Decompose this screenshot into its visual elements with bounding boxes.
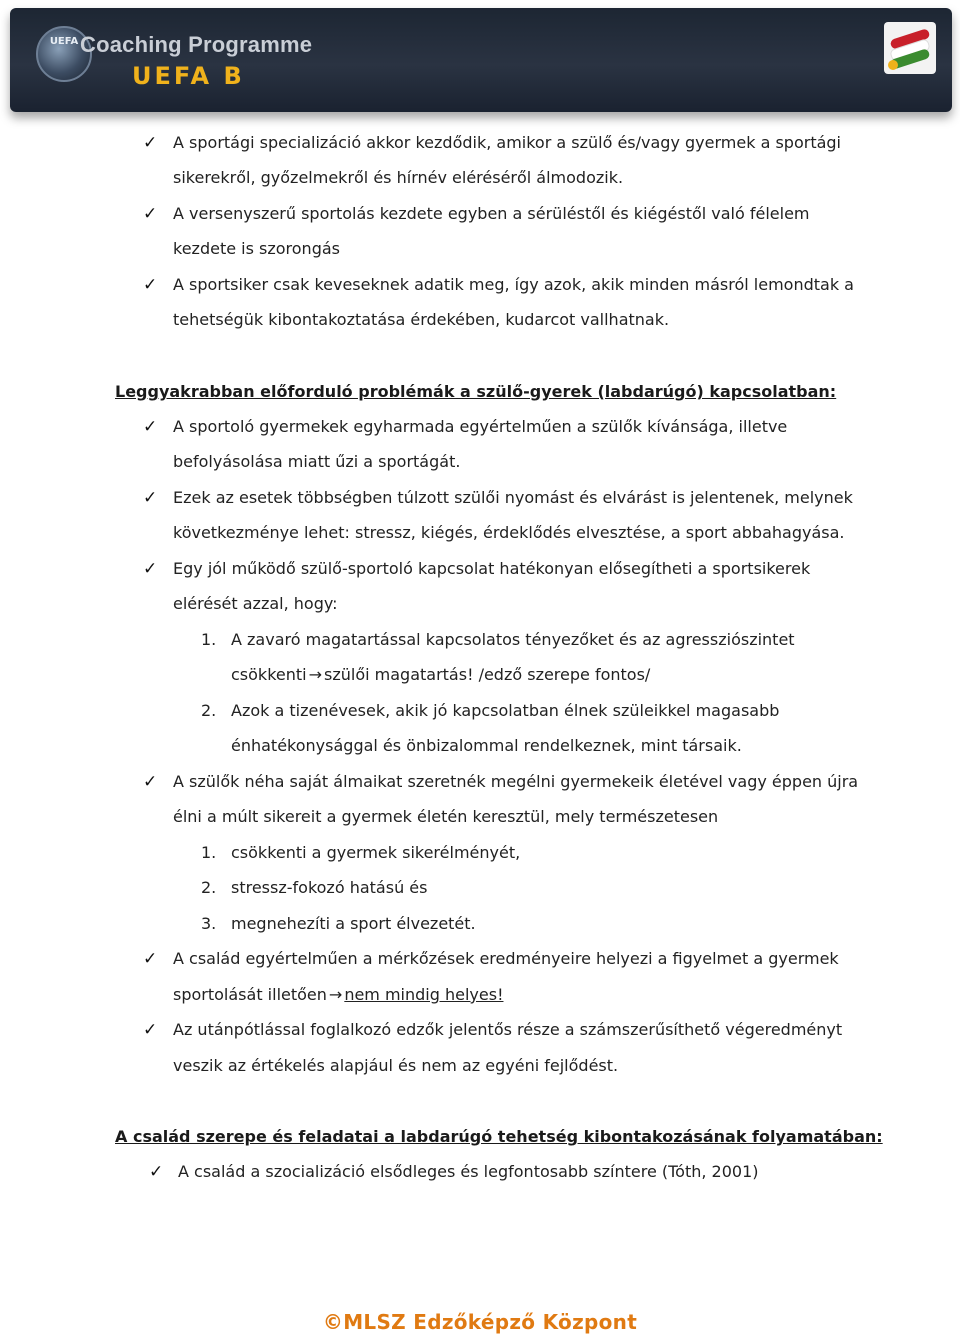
bullet-text: Egy jól működő szülő-sportoló kapcsolat hatékonyan elősegítheti a sportsikerek <box>173 559 811 578</box>
bullet-text: élni a múlt sikereit a gyermek életén keresztül, mely természetesen <box>173 807 719 826</box>
bullet-text: A sportági specializáció akkor kezdődik, amikor a szülő és/vagy gyermek a sportági <box>173 133 841 152</box>
bullet-text: A család egyértelműen a mérkőzések eredményeire helyezi a figyelmet a gyermek <box>173 949 839 968</box>
bullet-text: Az utánpótlással foglalkozó edzők jelentős része a számszerűsíthető végeredményt <box>173 1020 843 1039</box>
list-number: 2. <box>201 878 217 897</box>
bullet-text: kezdete is szorongás <box>173 239 340 258</box>
check-icon: ✓ <box>143 417 158 437</box>
numbered-text: megnehezíti a sport élvezetét. <box>231 914 476 933</box>
uefa-logo-text: UEFA <box>49 36 79 47</box>
bullet-text <box>173 985 503 1005</box>
bullet-text: veszik az értékelés alapjául és nem az egyéni fejlődést. <box>173 1056 619 1075</box>
list-number: 3. <box>201 914 217 933</box>
check-icon: ✓ <box>143 275 158 295</box>
bullet-text: elérését azzal, hogy: <box>173 594 338 613</box>
check-icon: ✓ <box>143 559 158 579</box>
numbered-text-part: szülői magatartás! /edző szerepe fontos/ <box>324 665 651 684</box>
arrow-right-icon: → <box>328 985 343 1004</box>
numbered-text <box>231 665 650 685</box>
bullet-text: tehetségük kibontakoztatása érdekében, kudarcot vallhatnak. <box>173 310 670 329</box>
check-icon: ✓ <box>143 949 158 969</box>
numbered-text: A zavaró magatartással kapcsolatos tényezőket és az agressziószintet <box>231 630 795 649</box>
numbered-text: csökkenti a gyermek sikerélményét, <box>231 843 521 862</box>
check-icon: ✓ <box>143 772 158 792</box>
emphasis-text: nem mindig helyes! <box>344 985 504 1004</box>
program-title: Coaching Programme <box>80 32 313 57</box>
numbered-text: Azok a tizenévesek, akik jó kapcsolatban élnek szüleikkel magasabb <box>231 701 780 720</box>
check-icon: ✓ <box>149 1162 164 1182</box>
numbered-text-part: csökkenti <box>231 665 307 684</box>
bullet-text: következménye lehet: stressz, kiégés, érdeklődés elvesztése, a sport abbahagyása. <box>173 523 845 542</box>
numbered-text: énhatékonysággal és önbizalommal rendelkeznek, mint társaik. <box>231 736 742 755</box>
bullet-text: Ezek az esetek többségben túlzott szülői nyomást és elvárást is jelentenek, melynek <box>173 488 853 507</box>
bullet-text: A család a szocializáció elsődleges és legfontosabb színtere (Tóth, 2001) <box>178 1162 759 1181</box>
list-number: 2. <box>201 701 217 720</box>
list-number: 1. <box>201 630 217 649</box>
footer-copyright: ©MLSZ Edzőképző Központ <box>322 1310 638 1334</box>
check-icon: ✓ <box>143 1020 158 1040</box>
section-heading: A család szerepe és feladatai a labdarúgó tehetség kibontakozásának folyamatában: <box>115 1127 883 1146</box>
check-icon: ✓ <box>143 133 158 153</box>
program-level: UEFA B <box>132 62 245 90</box>
bullet-text: befolyásolása miatt űzi a sportágát. <box>173 452 461 471</box>
bullet-text: A sportoló gyermekek egyharmada egyértelműen a szülők kívánsága, illetve <box>173 417 788 436</box>
check-icon: ✓ <box>143 488 158 508</box>
check-icon: ✓ <box>143 204 158 224</box>
bullet-text: sikerekről, győzelmekről és hírnév eléréséről álmodozik. <box>173 168 624 187</box>
section-heading: Leggyakrabban előforduló problémák a szülő-gyerek (labdarúgó) kapcsolatban: <box>115 382 837 401</box>
bullet-text: A szülők néha saját álmaikat szeretnék megélni gyermekeik életével vagy éppen újra <box>173 772 859 791</box>
bullet-text: A versenyszerű sportolás kezdete egyben a sérüléstől és kiégéstől való félelem <box>173 204 810 223</box>
bullet-text: A sportsiker csak keveseknek adatik meg, így azok, akik minden másról lemondtak a <box>173 275 854 294</box>
list-number: 1. <box>201 843 217 862</box>
arrow-right-icon: → <box>308 665 322 684</box>
numbered-text: stressz-fokozó hatású és <box>231 878 428 897</box>
bullet-text-part: sportolását illetően <box>173 985 327 1004</box>
